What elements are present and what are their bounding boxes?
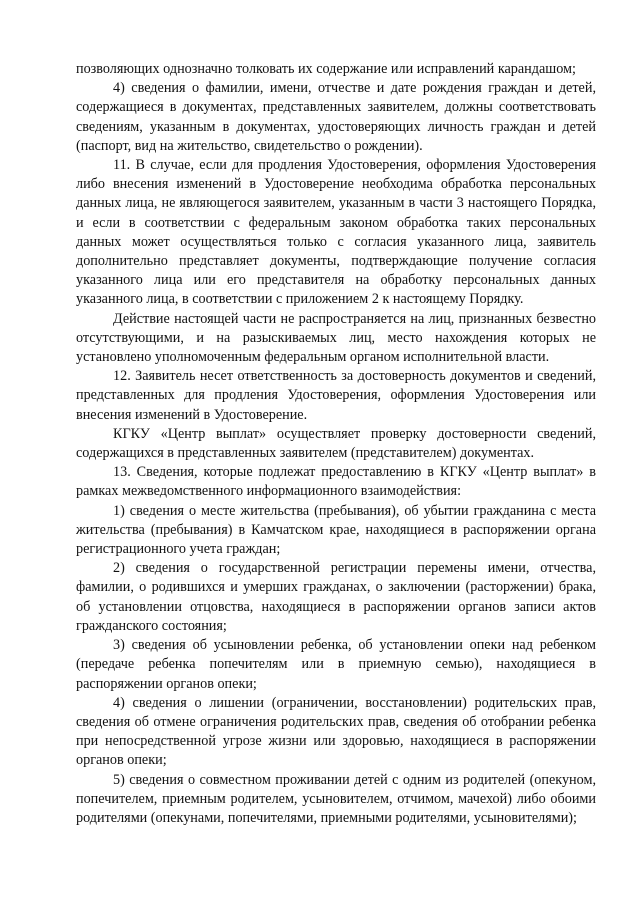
paragraph-section-12-verification: КГКУ «Центр выплат» осуществляет проверку достоверности сведений, содержащихся в представленных заявителем (представителем) документах.: [76, 425, 596, 462]
paragraph-section-11: 11. В случае, если для продления Удостоверения, оформления Удостоверения либо внесения изменений в Удостоверение необходима обработка персональных данных лица, не являющегося заявителем, указанным в части 3 настоящего Порядка, и если в соответствии с федеральным законом обработка таких персональных данных может осуществляться только с согласия указанного лица, заявитель дополнительно представляет документы, подтверждающие получение согласия указанного лица или его представителя на обработку персональных данных указанного лица, в соответствии с приложением 2 к настоящему Порядку.: [76, 157, 596, 308]
paragraph-section-13-item-1: 1) сведения о месте жительства (пребывания), об убытии гражданина с места жительства (пребывания) в Камчатском крае, находящиеся в распоряжении органа регистрационного учета граждан;: [76, 502, 596, 558]
paragraph-section-12: 12. Заявитель несет ответственность за достоверность документов и сведений, представленных для продления Удостоверения, оформления Удостоверения или внесения изменений в Удостоверение.: [76, 368, 596, 423]
document-page: [76, 60, 596, 828]
paragraph-section-13-item-4: 4) сведения о лишении (ограничении, восстановлении) родительских прав, сведения об отмене ограничения родительских прав, сведения об отобрании ребенка при непосредственной угрозе жизни или здоровью, находящиеся в распоряжении органов опеки;: [76, 694, 596, 769]
paragraph-section-11-exception: Действие настоящей части не распространяется на лиц, признанных безвестно отсутствующими, и на разыскиваемых лиц, место нахождения которых не установлено уполномоченным федеральным органом исполнительной власти.: [76, 310, 596, 366]
paragraph-section-13: 13. Сведения, которые подлежат предоставлению в КГКУ «Центр выплат» в рамках межведомственного информационного взаимодействия:: [76, 464, 596, 500]
paragraph-section-13-item-5: 5) сведения о совместном проживании детей с одним из родителей (опекуном, попечителем, приемным родителем, усыновителем, отчимом, мачехой) либо обоими родителями (опекунами, попечителями, приемными родителями, усыновителями);: [76, 771, 596, 826]
paragraph-section-13-item-2: 2) сведения о государственной регистрации перемены имени, отчества, фамилии, о родившихся и умерших гражданах, о заключении (расторжении) брака, об установлении отцовства, находящиеся в распоряжении органов записи актов гражданского состояния;: [76, 560, 596, 634]
paragraph-section-13-item-3: 3) сведения об усыновлении ребенка, об установлении опеки над ребенком (передаче ребенка попечителям или в приемную семью), находящиеся в распоряжении органов опеки;: [76, 637, 596, 692]
paragraph-item-4-names: 4) сведения о фамилии, имени, отчестве и дате рождения граждан и детей, содержащиеся в документах, представленных заявителем, должны соответствовать сведениям, указанным в документах, удостоверяющих личность граждан и детей (паспорт, вид на жительство, свидетельство о рождении).: [76, 80, 596, 154]
paragraph-continuation: позволяющих однозначно толковать их содержание или исправлений карандашом;: [76, 61, 576, 77]
